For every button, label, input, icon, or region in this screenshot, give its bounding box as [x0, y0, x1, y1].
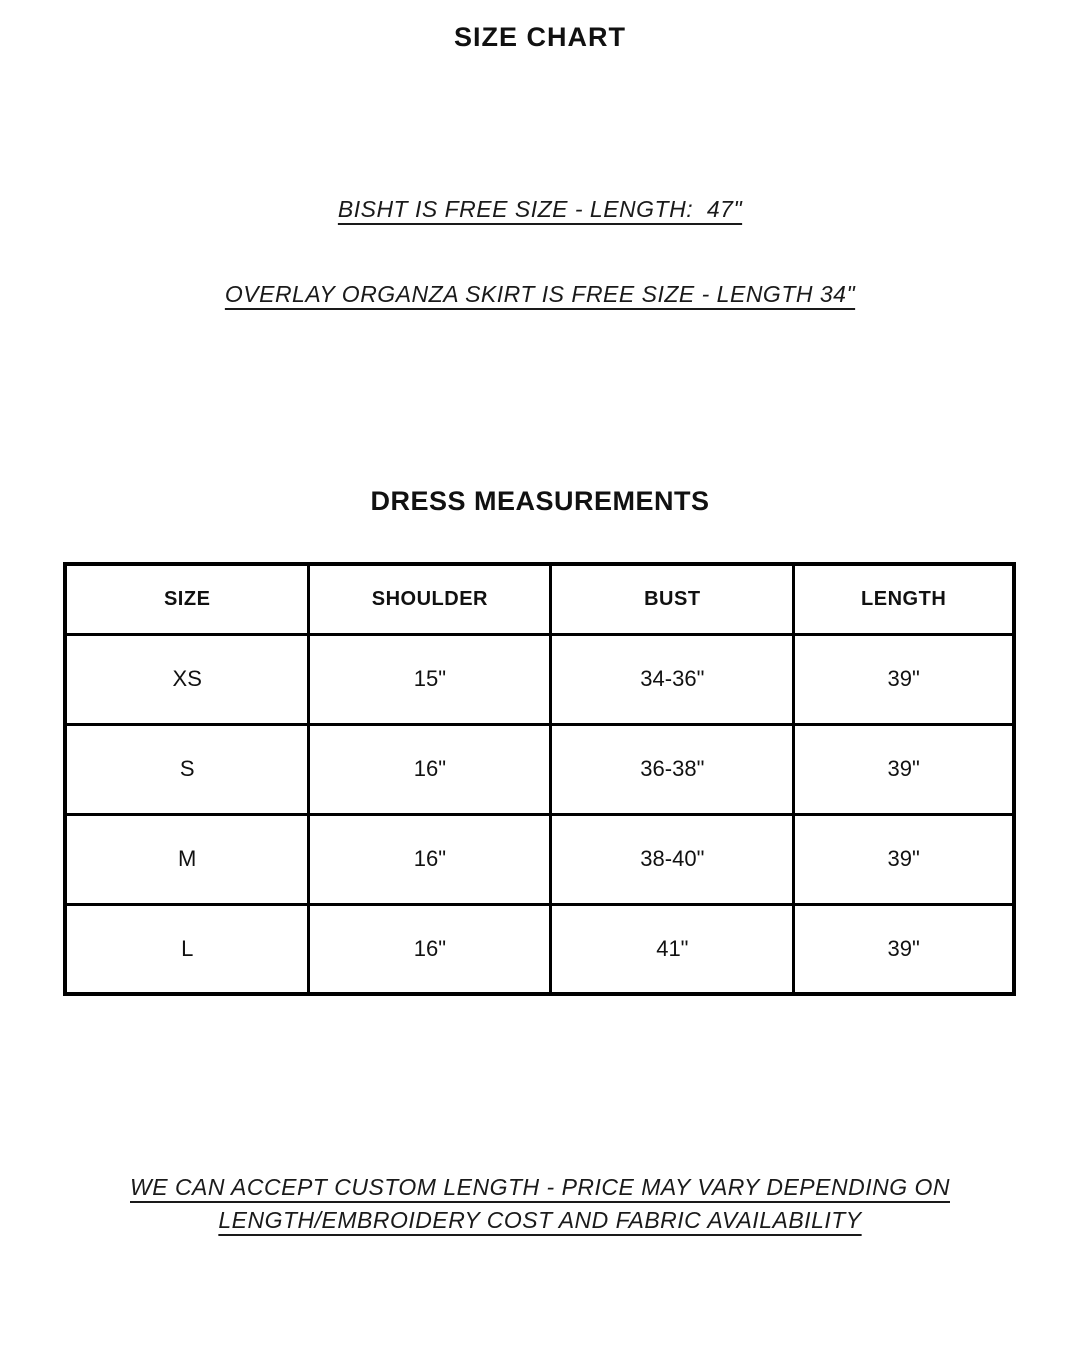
cell-bust: 36-38" — [551, 724, 794, 814]
bisht-free-size-note — [0, 196, 1080, 223]
column-header-shoulder: SHOULDER — [309, 564, 551, 634]
table-row — [65, 724, 1014, 814]
bisht-note-text: BISHT IS FREE SIZE - LENGTH: 47" — [337, 196, 743, 222]
table-header-row — [65, 564, 1014, 634]
cell-length: 39" — [794, 814, 1014, 904]
column-header-length: LENGTH — [794, 564, 1014, 634]
overlay-note-text: OVERLAY ORGANZA SKIRT IS FREE SIZE - LENGTH 34" — [224, 281, 856, 307]
custom-length-note-line1: WE CAN ACCEPT CUSTOM LENGTH - PRICE MAY VARY DEPENDING ON — [130, 1174, 950, 1200]
measurements-table — [63, 562, 1016, 996]
cell-length: 39" — [794, 724, 1014, 814]
cell-shoulder: 15" — [309, 634, 551, 724]
cell-shoulder: 16" — [309, 814, 551, 904]
dress-measurements-heading: DRESS MEASUREMENTS — [370, 486, 710, 516]
cell-length: 39" — [794, 904, 1014, 994]
table-row — [65, 904, 1014, 994]
cell-shoulder: 16" — [309, 904, 551, 994]
column-header-bust: BUST — [551, 564, 794, 634]
cell-size: S — [65, 724, 309, 814]
cell-bust: 41" — [551, 904, 794, 994]
cell-size: M — [65, 814, 309, 904]
overlay-skirt-note — [0, 281, 1080, 308]
custom-length-note-line2: LENGTH/EMBROIDERY COST AND FABRIC AVAILABILITY — [218, 1207, 862, 1233]
cell-shoulder: 16" — [309, 724, 551, 814]
page-title: SIZE CHART — [454, 22, 626, 52]
custom-length-note — [0, 1171, 1080, 1237]
table-row — [65, 814, 1014, 904]
cell-length: 39" — [794, 634, 1014, 724]
table-row — [65, 634, 1014, 724]
cell-bust: 38-40" — [551, 814, 794, 904]
cell-size: XS — [65, 634, 309, 724]
cell-size: L — [65, 904, 309, 994]
column-header-size: SIZE — [65, 564, 309, 634]
cell-bust: 34-36" — [551, 634, 794, 724]
